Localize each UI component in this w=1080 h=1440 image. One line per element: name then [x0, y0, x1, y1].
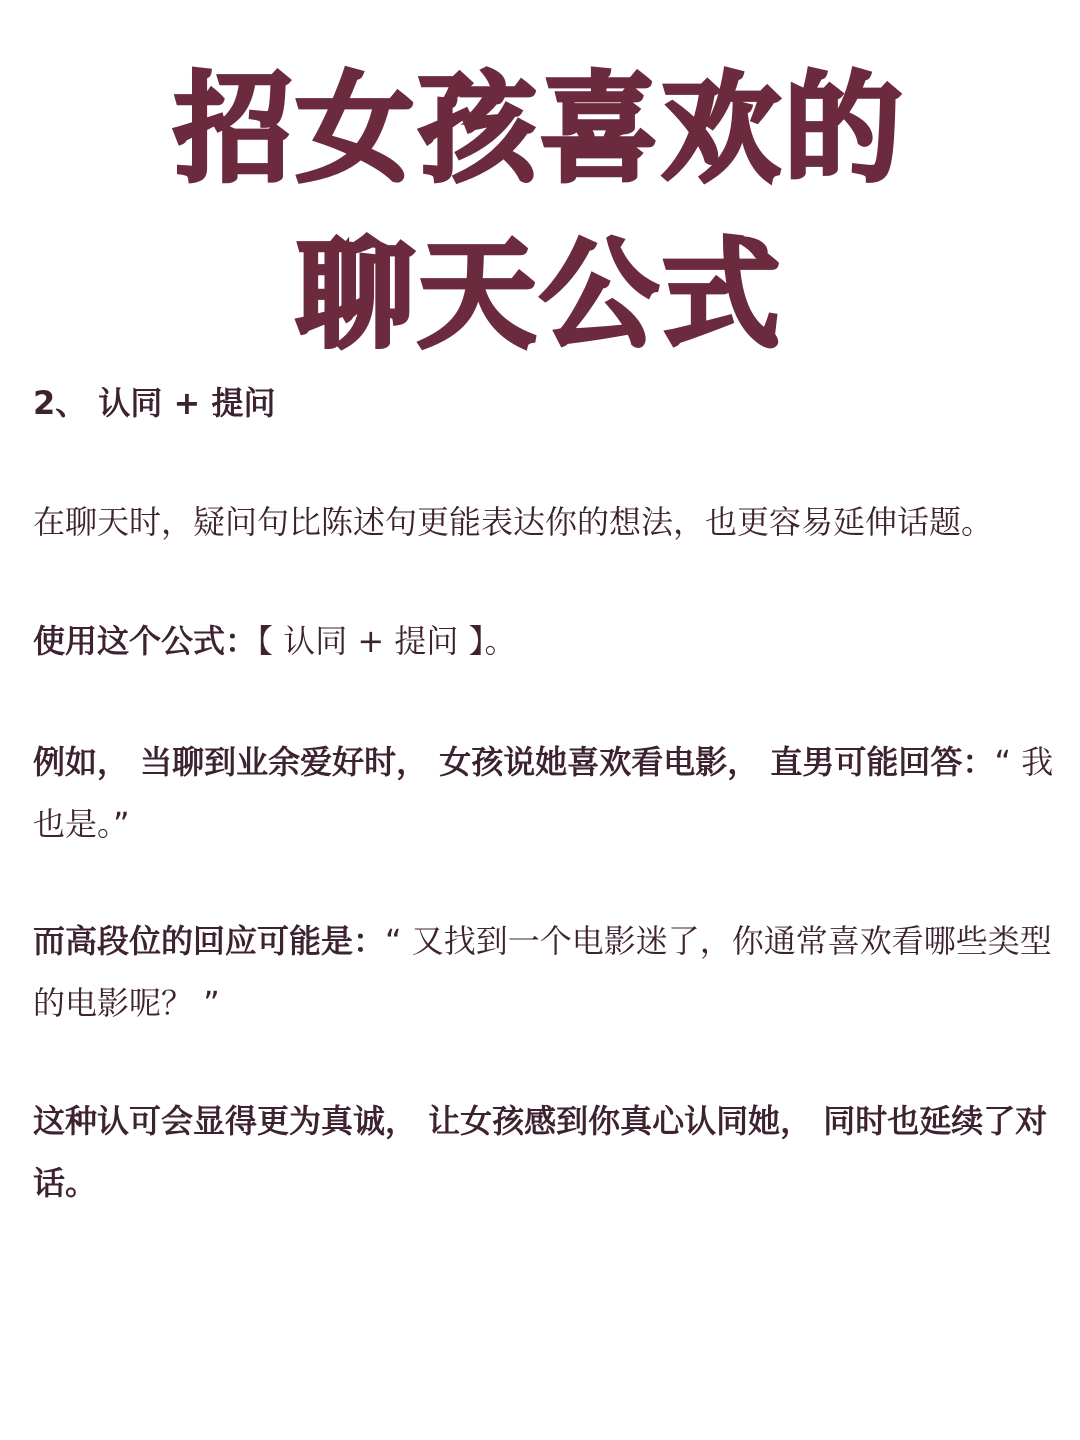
paragraph-conclusion: 这种认可会显得更为真诚， 让女孩感到你真心认同她， 同时也延续了对话。	[33, 1102, 1048, 1202]
paragraph-better-response	[33, 910, 1063, 1034]
example-quote: “ 我也是。”	[33, 743, 1054, 843]
page-title-line-1: 招女孩喜欢的	[173, 59, 906, 198]
paragraph-intro: 在聊天时，疑问句比陈述句更能表达你的想法，也更容易延伸话题。	[33, 503, 994, 541]
page-title-line-2: 聊天公式	[295, 225, 784, 364]
section-heading: 2、 认同 + 提问	[33, 384, 276, 422]
paragraph-formula	[33, 610, 1063, 672]
better-response-lead: 而高段位的回应可能是：	[33, 922, 386, 960]
formula-lead: 使用这个公式：	[33, 622, 258, 660]
paragraph-example	[33, 731, 1063, 855]
better-response-quote: “ 又找到一个电影迷了，你通常喜欢看哪些类型的电影呢？ ”	[33, 922, 1052, 1022]
formula-text: 【 认同 + 提问 】。	[257, 622, 517, 660]
example-lead: 例如， 当聊到业余爱好时， 女孩说她喜欢看电影， 直男可能回答：	[33, 743, 995, 781]
